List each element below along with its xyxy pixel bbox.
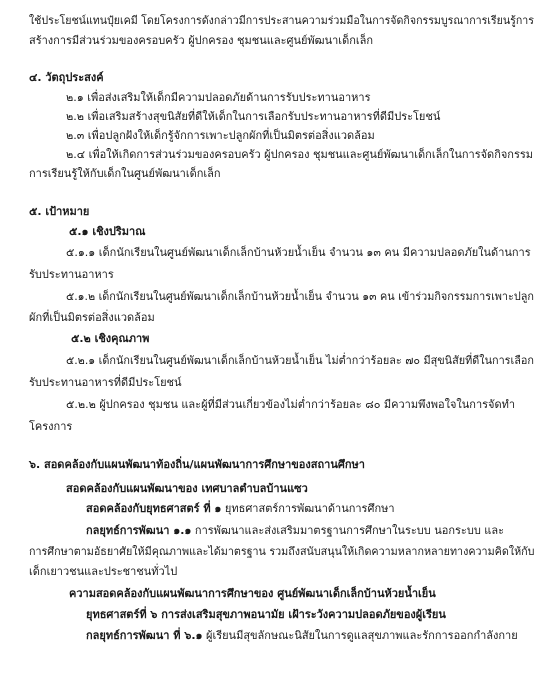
target-5-2-1-line-1: ๕.๒.๑ เด็กนักเรียนในศูนย์พัฒนาเด็กเล็กบ้านห้วยน้ำเย็น ไม่ต่ำกว่าร้อยละ ๗๐ มีสุขนิสัยที่ดีในการเลือก	[66, 354, 534, 367]
tactic-text: การพัฒนาและส่งเสริมมาตรฐานการศึกษาในระบบ นอกระบบ และ	[191, 524, 505, 537]
intro-line-2: สร้างการมีส่วนร่วมของครอบครัว ผู้ปกครอง ชุมชนและศูนย์พัฒนาเด็กเล็ก	[29, 34, 374, 47]
section-6-heading: ๖. สอดคล้องกับแผนพัฒนาท้องถิ่น/แผนพัฒนาการศึกษาของสถานศึกษา	[29, 458, 365, 471]
tactic-line-3: เด็กเยาวชนและประชาชนทั่วไป	[29, 565, 178, 578]
quantity-heading: ๕.๑ เชิงปริมาณ	[69, 225, 146, 238]
objective-2-3: ๒.๓ เพื่อปลูกฝังให้เด็กรู้จักการเพาะปลูกผักที่เป็นมิตรต่อสิ่งแวดล้อม	[66, 129, 375, 142]
center-strategy-line: ยุทธศาสตร์ที่ ๖ การส่งเสริมสุขภาพอนามัย เฝ้าระวังความปลอดภัยของผู้เรียน	[86, 608, 446, 621]
section-5-heading: ๕. เป้าหมาย	[29, 205, 90, 218]
objective-2-1: ๒.๑ เพื่อส่งเสริมให้เด็กมีความปลอดภัยด้านการรับประทานอาหาร	[66, 91, 371, 104]
objective-2-4-line-2: การเรียนรู้ให้กับเด็กในศูนย์พัฒนาเด็กเล็ก	[29, 167, 221, 180]
objective-2-2: ๒.๒ เพื่อเสริมสร้างสุขนิสัยที่ดีให้เด็กในการเลือกรับประทานอาหารที่ดีมีประโยชน์	[66, 110, 441, 123]
tactic-line-1	[86, 524, 504, 538]
tactic-line-2: การศึกษาตามอัธยาศัยให้มีคุณภาพและได้มาตรฐาน รวมถึงสนับสนุนให้เกิดความหลากหลายทางความคิดให้กับ	[29, 545, 535, 558]
center-tactic-text: ผู้เรียนมีสุขลักษณะนิสัยในการดูแลสุขภาพและรักการออกกำลังกาย	[202, 629, 518, 642]
quality-heading: ๕.๒ เชิงคุณภาพ	[71, 332, 150, 345]
local-plan-line: สอดคล้องกับแผนพัฒนาของ เทศบาลตำบลบ้านแซว	[66, 482, 308, 495]
target-5-1-2-line-1: ๕.๑.๒ เด็กนักเรียนในศูนย์พัฒนาเด็กเล็กบ้านห้วยน้ำเย็น จำนวน ๑๓ คน เข้าร่วมกิจกรรมการเพาะปลูก	[66, 290, 534, 303]
center-tactic-line	[86, 629, 518, 643]
target-5-2-2-line-2: โครงการ	[29, 420, 73, 433]
target-5-1-1-line-2: รับประทานอาหาร	[29, 268, 114, 281]
strategy-line	[86, 502, 395, 516]
strategy-label: สอดคล้องกับยุทธศาสตร์ ที่ ๑	[86, 502, 222, 515]
strategy-text: ยุทธศาสตร์การพัฒนาด้านการศึกษา	[221, 502, 395, 515]
section-4-heading: ๔. วัตถุประสงค์	[29, 71, 104, 84]
target-5-2-2-line-1: ๕.๒.๒ ผู้ปกครอง ชุมชน และผู้ที่มีส่วนเกี่ยวข้องไม่ต่ำกว่าร้อยละ ๘๐ มีความพึงพอใจในการจัดทำ	[66, 398, 516, 411]
target-5-1-2-line-2: ผักที่เป็นมิตรต่อสิ่งแวดล้อม	[29, 311, 155, 324]
center-tactic-label: กลยุทธ์การพัฒนา ที่ ๖.๑	[86, 629, 203, 642]
target-5-1-1-line-1: ๕.๑.๑ เด็กนักเรียนในศูนย์พัฒนาเด็กเล็กบ้านห้วยน้ำเย็น จำนวน ๑๓ คน มีความปลอดภัยในด้านการ	[66, 246, 531, 259]
intro-line-1: ใช้ประโยชน์แทนปุ๋ยเคมี โดยโครงการดังกล่าวมีการประสานความร่วมมือในการจัดกิจกรรมบูรณาการเรียนรู้การ	[29, 14, 534, 27]
tactic-label: กลยุทธ์การพัฒนา ๑.๑	[86, 524, 192, 537]
objective-2-4-line-1: ๒.๔ เพื่อให้เกิดการส่วนร่วมของครอบครัว ผู้ปกครอง ชุมชนและศูนย์พัฒนาเด็กเล็กในการจัดกิจกรรม	[66, 148, 534, 161]
center-plan-line: ความสอดคล้องกับแผนพัฒนาการศึกษาของ ศูนย์พัฒนาเด็กเล็กบ้านห้วยน้ำเย็น	[69, 587, 436, 600]
target-5-2-1-line-2: รับประทานอาหารที่ดีมีประโยชน์	[29, 376, 182, 389]
